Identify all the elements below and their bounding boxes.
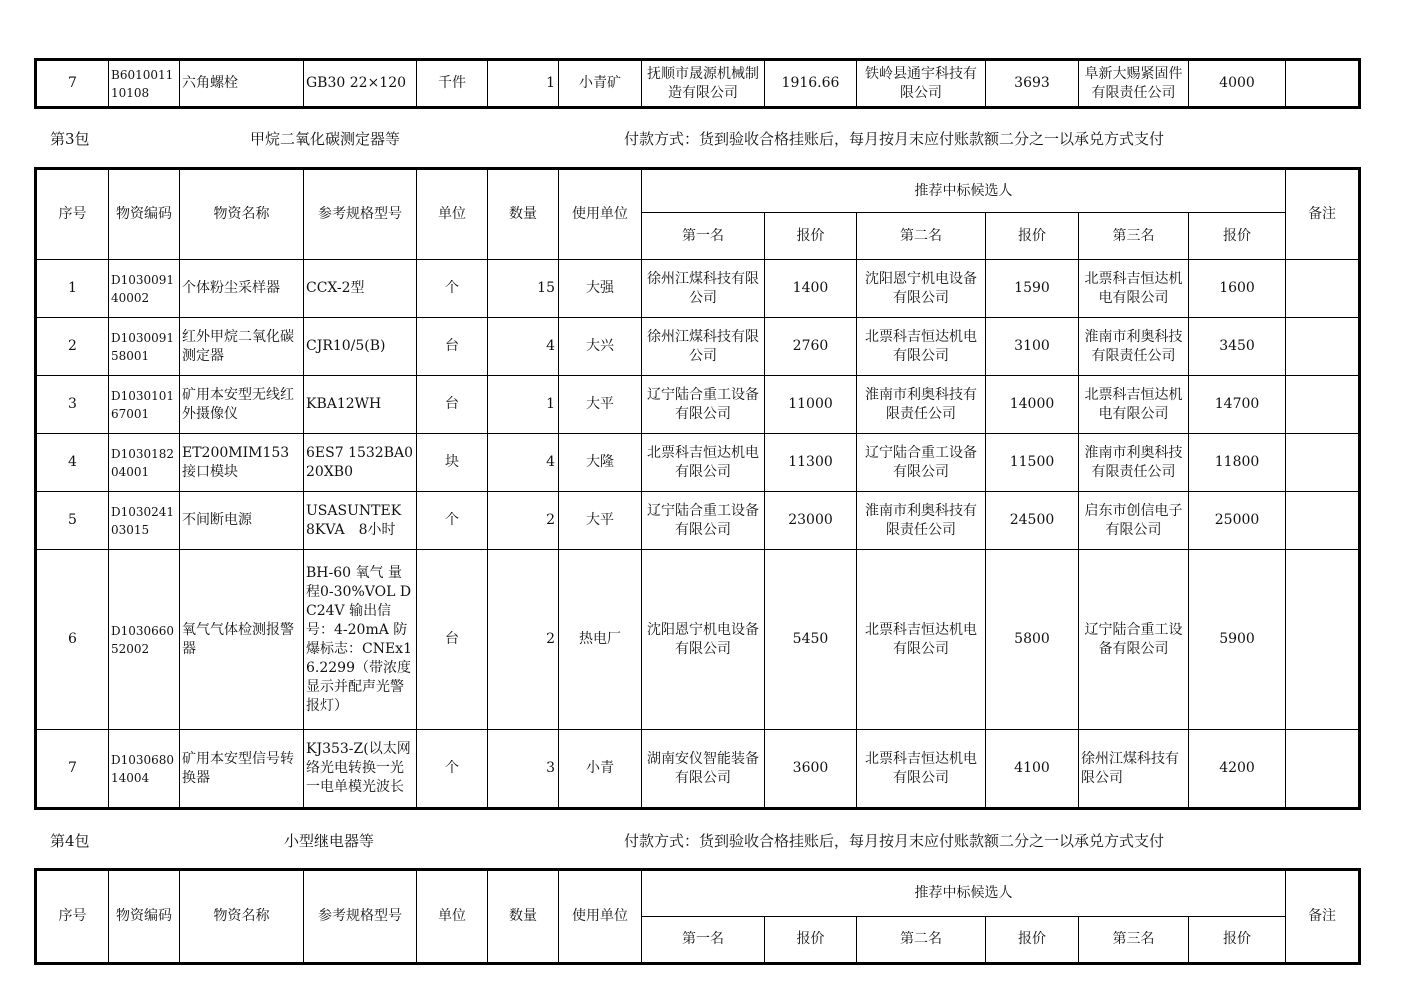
material-name: 六角螺栓 [180, 60, 304, 108]
header-candidates: 推荐中标候选人 [642, 870, 1286, 917]
package-3-payment: 付款方式：货到验收合格挂账后，每月按月末应付账款额二分之一以承兑方式支付 [624, 130, 1165, 148]
unit: 个 [417, 260, 488, 318]
header-note: 备注 [1286, 870, 1360, 964]
package-4-title: 小型继电器等 [284, 832, 375, 850]
third-candidate-cell [1079, 60, 1189, 108]
header-name: 物资名称 [180, 169, 304, 260]
table-row [36, 318, 1360, 376]
second-candidate: 辽宁陆合重工设备有限公司 [857, 434, 986, 492]
unit: 个 [417, 730, 488, 809]
third-candidate: 辽宁陆合重工设备有限公司 [1079, 550, 1189, 730]
header-price: 报价 [986, 213, 1079, 260]
material-code: D1030182 04001 [109, 434, 180, 492]
user-unit: 小青矿 [559, 60, 642, 108]
first-price: 1916.66 [765, 60, 857, 108]
third-candidate: 淮南市利奥科技有限责任公司 [1084, 328, 1183, 364]
first-price: 5450 [765, 550, 857, 730]
header-price: 报价 [1189, 917, 1286, 964]
first-candidate: 抚顺市晟源机械制造有限公司 [642, 60, 765, 108]
table-row [36, 376, 1360, 434]
material-name: 红外甲烷二氧化碳测定器 [180, 318, 304, 376]
package-3-title: 甲烷二氧化碳测定器等 [250, 130, 401, 148]
third-candidate: 启东市创信电子有限公司 [1079, 492, 1189, 550]
header-price: 报价 [1189, 213, 1286, 260]
second-price: 5800 [986, 550, 1079, 730]
second-candidate: 沈阳恩宁机电设备有限公司 [857, 260, 986, 318]
third-price: 11800 [1189, 434, 1286, 492]
note [1286, 550, 1360, 730]
user-unit: 热电厂 [559, 550, 642, 730]
header-note: 备注 [1286, 169, 1360, 260]
table-row [36, 730, 1360, 809]
second-price: 14000 [986, 376, 1079, 434]
first-candidate: 徐州江煤科技有限公司 [642, 318, 765, 376]
header-row [36, 169, 1360, 213]
header-price: 报价 [986, 917, 1079, 964]
header-no: 序号 [36, 870, 109, 964]
third-price: 1600 [1189, 260, 1286, 318]
table-row [36, 60, 1360, 108]
material-name: 矿用本安型无线红外摄像仪 [180, 376, 304, 434]
package-4-payment: 付款方式：货到验收合格挂账后，每月按月末应付账款额二分之一以承兑方式支付 [624, 832, 1165, 850]
spec: GB30 22×120 [304, 60, 417, 108]
quantity: 1 [488, 60, 559, 108]
third-price: 25000 [1189, 492, 1286, 550]
third-candidate: 淮南市利奥科技有限责任公司 [1084, 444, 1183, 480]
header-name: 物资名称 [180, 870, 304, 964]
header-spec: 参考规格型号 [304, 169, 417, 260]
row-number: 6 [36, 550, 109, 730]
first-price: 2760 [765, 318, 857, 376]
spec: 6ES7 1532BA020XB0 [304, 434, 417, 492]
user-unit: 大兴 [559, 318, 642, 376]
quantity: 2 [488, 550, 559, 730]
package-4-label: 第4包 [50, 832, 90, 850]
unit: 台 [417, 376, 488, 434]
first-price: 1400 [765, 260, 857, 318]
third-candidate: 北票科吉恒达机电有限公司 [1079, 260, 1189, 318]
second-price: 3693 [986, 60, 1079, 108]
third-price: 5900 [1189, 550, 1286, 730]
note [1286, 434, 1360, 492]
header-row [36, 870, 1360, 917]
spec: CJR10/5(B) [304, 318, 417, 376]
header-qty: 数量 [488, 169, 559, 260]
row-number: 2 [36, 318, 109, 376]
unit: 个 [417, 492, 488, 550]
note [1286, 260, 1360, 318]
table-row [36, 434, 1360, 492]
material-name: ET200MIM153接口模块 [180, 434, 304, 492]
third-candidate: 徐州江煤科技有限公司 [1079, 730, 1189, 809]
top-items-table [34, 58, 1361, 109]
second-price: 1590 [986, 260, 1079, 318]
package-3-table [34, 167, 1361, 810]
header-second: 第二名 [857, 213, 986, 260]
spec: USASUNTEK 8KVA 8小时 [304, 492, 417, 550]
row-number: 5 [36, 492, 109, 550]
unit: 台 [417, 318, 488, 376]
second-price: 3100 [986, 318, 1079, 376]
second-candidate: 淮南市利奥科技有限责任公司 [857, 492, 986, 550]
first-price: 11300 [765, 434, 857, 492]
user-unit: 大隆 [559, 434, 642, 492]
package-3-label: 第3包 [50, 130, 90, 148]
spec: CCX-2型 [304, 260, 417, 318]
header-third: 第三名 [1079, 213, 1189, 260]
second-price: 24500 [986, 492, 1079, 550]
spec: KJ353-Z(以太网络光电转换一光一电单模光波长 [306, 741, 411, 795]
table-row [36, 550, 1360, 730]
material-name: 个体粉尘采样器 [180, 260, 304, 318]
material-name: 氧气气体检测报警器 [180, 550, 304, 730]
note [1286, 730, 1360, 809]
quantity: 4 [488, 434, 559, 492]
first-candidate: 辽宁陆合重工设备有限公司 [642, 492, 765, 550]
unit: 千件 [417, 60, 488, 108]
material-code: D1030101 67001 [109, 376, 180, 434]
note [1286, 318, 1360, 376]
spec-cell [304, 730, 417, 809]
second-price: 11500 [986, 434, 1079, 492]
second-candidate: 北票科吉恒达机电有限公司 [857, 550, 986, 730]
material-name: 矿用本安型信号转换器 [180, 730, 304, 809]
header-third: 第三名 [1079, 917, 1189, 964]
user-unit: 大平 [559, 376, 642, 434]
quantity: 4 [488, 318, 559, 376]
third-price: 4000 [1189, 60, 1286, 108]
user-unit: 大强 [559, 260, 642, 318]
third-price: 3450 [1189, 318, 1286, 376]
user-unit: 大平 [559, 492, 642, 550]
material-code: B6010011 10108 [109, 60, 180, 108]
second-candidate: 淮南市利奥科技有限责任公司 [857, 376, 986, 434]
header-candidates: 推荐中标候选人 [642, 169, 1286, 213]
row-number: 7 [36, 60, 109, 108]
header-code: 物资编码 [109, 169, 180, 260]
quantity: 15 [488, 260, 559, 318]
second-price: 4100 [986, 730, 1079, 809]
header-user: 使用单位 [559, 870, 642, 964]
row-number: 1 [36, 260, 109, 318]
second-candidate: 铁岭县通宇科技有限公司 [857, 60, 986, 108]
first-price: 23000 [765, 492, 857, 550]
package-4-table [34, 868, 1361, 965]
header-first: 第一名 [642, 917, 765, 964]
header-code: 物资编码 [109, 870, 180, 964]
header-unit: 单位 [417, 169, 488, 260]
spec: BH-60 氧气 量程0-30%VOL DC24V 输出信号：4-20mA 防爆标志：CNEx16.2299（带浓度显示并配声光警报灯） [306, 564, 412, 714]
material-code: D1030680 14004 [109, 730, 180, 809]
first-candidate: 徐州江煤科技有限公司 [642, 260, 765, 318]
spec: KBA12WH [304, 376, 417, 434]
third-candidate-cell [1079, 434, 1189, 492]
unit: 块 [417, 434, 488, 492]
header-spec: 参考规格型号 [304, 870, 417, 964]
unit: 台 [417, 550, 488, 730]
user-unit: 小青 [559, 730, 642, 809]
row-number: 7 [36, 730, 109, 809]
spec-cell [304, 550, 417, 730]
header-unit: 单位 [417, 870, 488, 964]
material-code: D1030660 52002 [109, 550, 180, 730]
header-first: 第一名 [642, 213, 765, 260]
second-candidate: 北票科吉恒达机电有限公司 [857, 730, 986, 809]
material-code: D1030091 58001 [109, 318, 180, 376]
first-price: 11000 [765, 376, 857, 434]
quantity: 1 [488, 376, 559, 434]
second-candidate: 北票科吉恒达机电有限公司 [857, 318, 986, 376]
header-price: 报价 [765, 917, 857, 964]
quantity: 2 [488, 492, 559, 550]
third-price: 14700 [1189, 376, 1286, 434]
first-candidate: 沈阳恩宁机电设备有限公司 [642, 550, 765, 730]
row-number: 4 [36, 434, 109, 492]
quantity: 3 [488, 730, 559, 809]
third-candidate: 北票科吉恒达机电有限公司 [1079, 376, 1189, 434]
material-code: D1030091 40002 [109, 260, 180, 318]
row-number: 3 [36, 376, 109, 434]
material-name: 不间断电源 [180, 492, 304, 550]
header-no: 序号 [36, 169, 109, 260]
header-qty: 数量 [488, 870, 559, 964]
third-candidate-cell [1079, 318, 1189, 376]
third-price: 4200 [1189, 730, 1286, 809]
material-code: D1030241 03015 [109, 492, 180, 550]
table-row [36, 492, 1360, 550]
note [1286, 376, 1360, 434]
first-candidate: 北票科吉恒达机电有限公司 [642, 434, 765, 492]
table-row [36, 260, 1360, 318]
note [1286, 492, 1360, 550]
header-second: 第二名 [857, 917, 986, 964]
third-candidate: 阜新大赐紧固件有限责任公司 [1084, 65, 1183, 101]
header-price: 报价 [765, 213, 857, 260]
first-candidate: 辽宁陆合重工设备有限公司 [642, 376, 765, 434]
package-4-table-clip [0, 868, 1403, 947]
note [1286, 60, 1360, 108]
first-candidate: 湖南安仪智能装备有限公司 [642, 730, 765, 809]
header-user: 使用单位 [559, 169, 642, 260]
first-price: 3600 [765, 730, 857, 809]
